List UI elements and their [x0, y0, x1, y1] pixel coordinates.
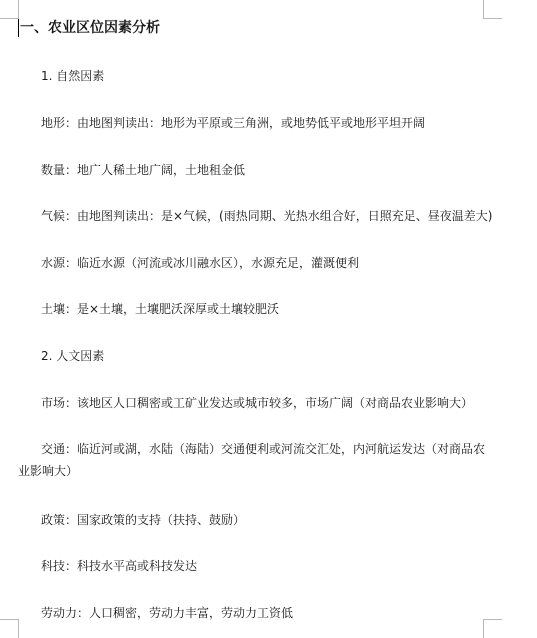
section-title-natural[interactable]: 1. 自然因素 [41, 69, 105, 83]
section-title-human[interactable]: 2. 人文因素 [41, 349, 105, 363]
crop-mark-bottom-left [0, 619, 19, 638]
paragraph-transport[interactable]: 交通：临近河或湖，水陆（海陆）交通便利或河流交汇处，内河航运发达（对商品农业影响大） [18, 442, 486, 478]
paragraph-market[interactable]: 市场：该地区人口稠密或工矿业发达或城市较多，市场广阔（对商品农业影响大） [41, 396, 474, 410]
crop-mark-top-left [0, 0, 19, 19]
paragraph-water[interactable]: 水源：临近水源（河流或冰川融水区），水源充足，灌溉便利 [41, 256, 360, 270]
text-cursor [18, 19, 19, 37]
paragraph-technology[interactable]: 科技：科技水平高或科技发达 [41, 559, 198, 573]
crop-mark-top-right [483, 0, 502, 19]
paragraph-policy[interactable]: 政策：国家政策的支持（扶持、鼓励） [41, 513, 246, 527]
paragraph-land-quantity[interactable]: 数量：地广人稀土地广阔，土地租金低 [41, 163, 246, 177]
paragraph-climate[interactable]: 气候：由地图判读出：是×气候，(雨热同期、光热水组合好，日照充足、昼夜温差大) [41, 209, 493, 223]
paragraph-terrain[interactable]: 地形：由地图判读出：地形为平原或三角洲，或地势低平或地形平坦开阔 [41, 116, 426, 130]
document-heading[interactable]: 一、农业区位因素分析 [20, 20, 160, 36]
paragraph-labor[interactable]: 劳动力：人口稠密，劳动力丰富，劳动力工资低 [41, 606, 294, 620]
paragraph-soil[interactable]: 土壤：是×土壤，土壤肥沃深厚或土壤较肥沃 [41, 302, 280, 316]
